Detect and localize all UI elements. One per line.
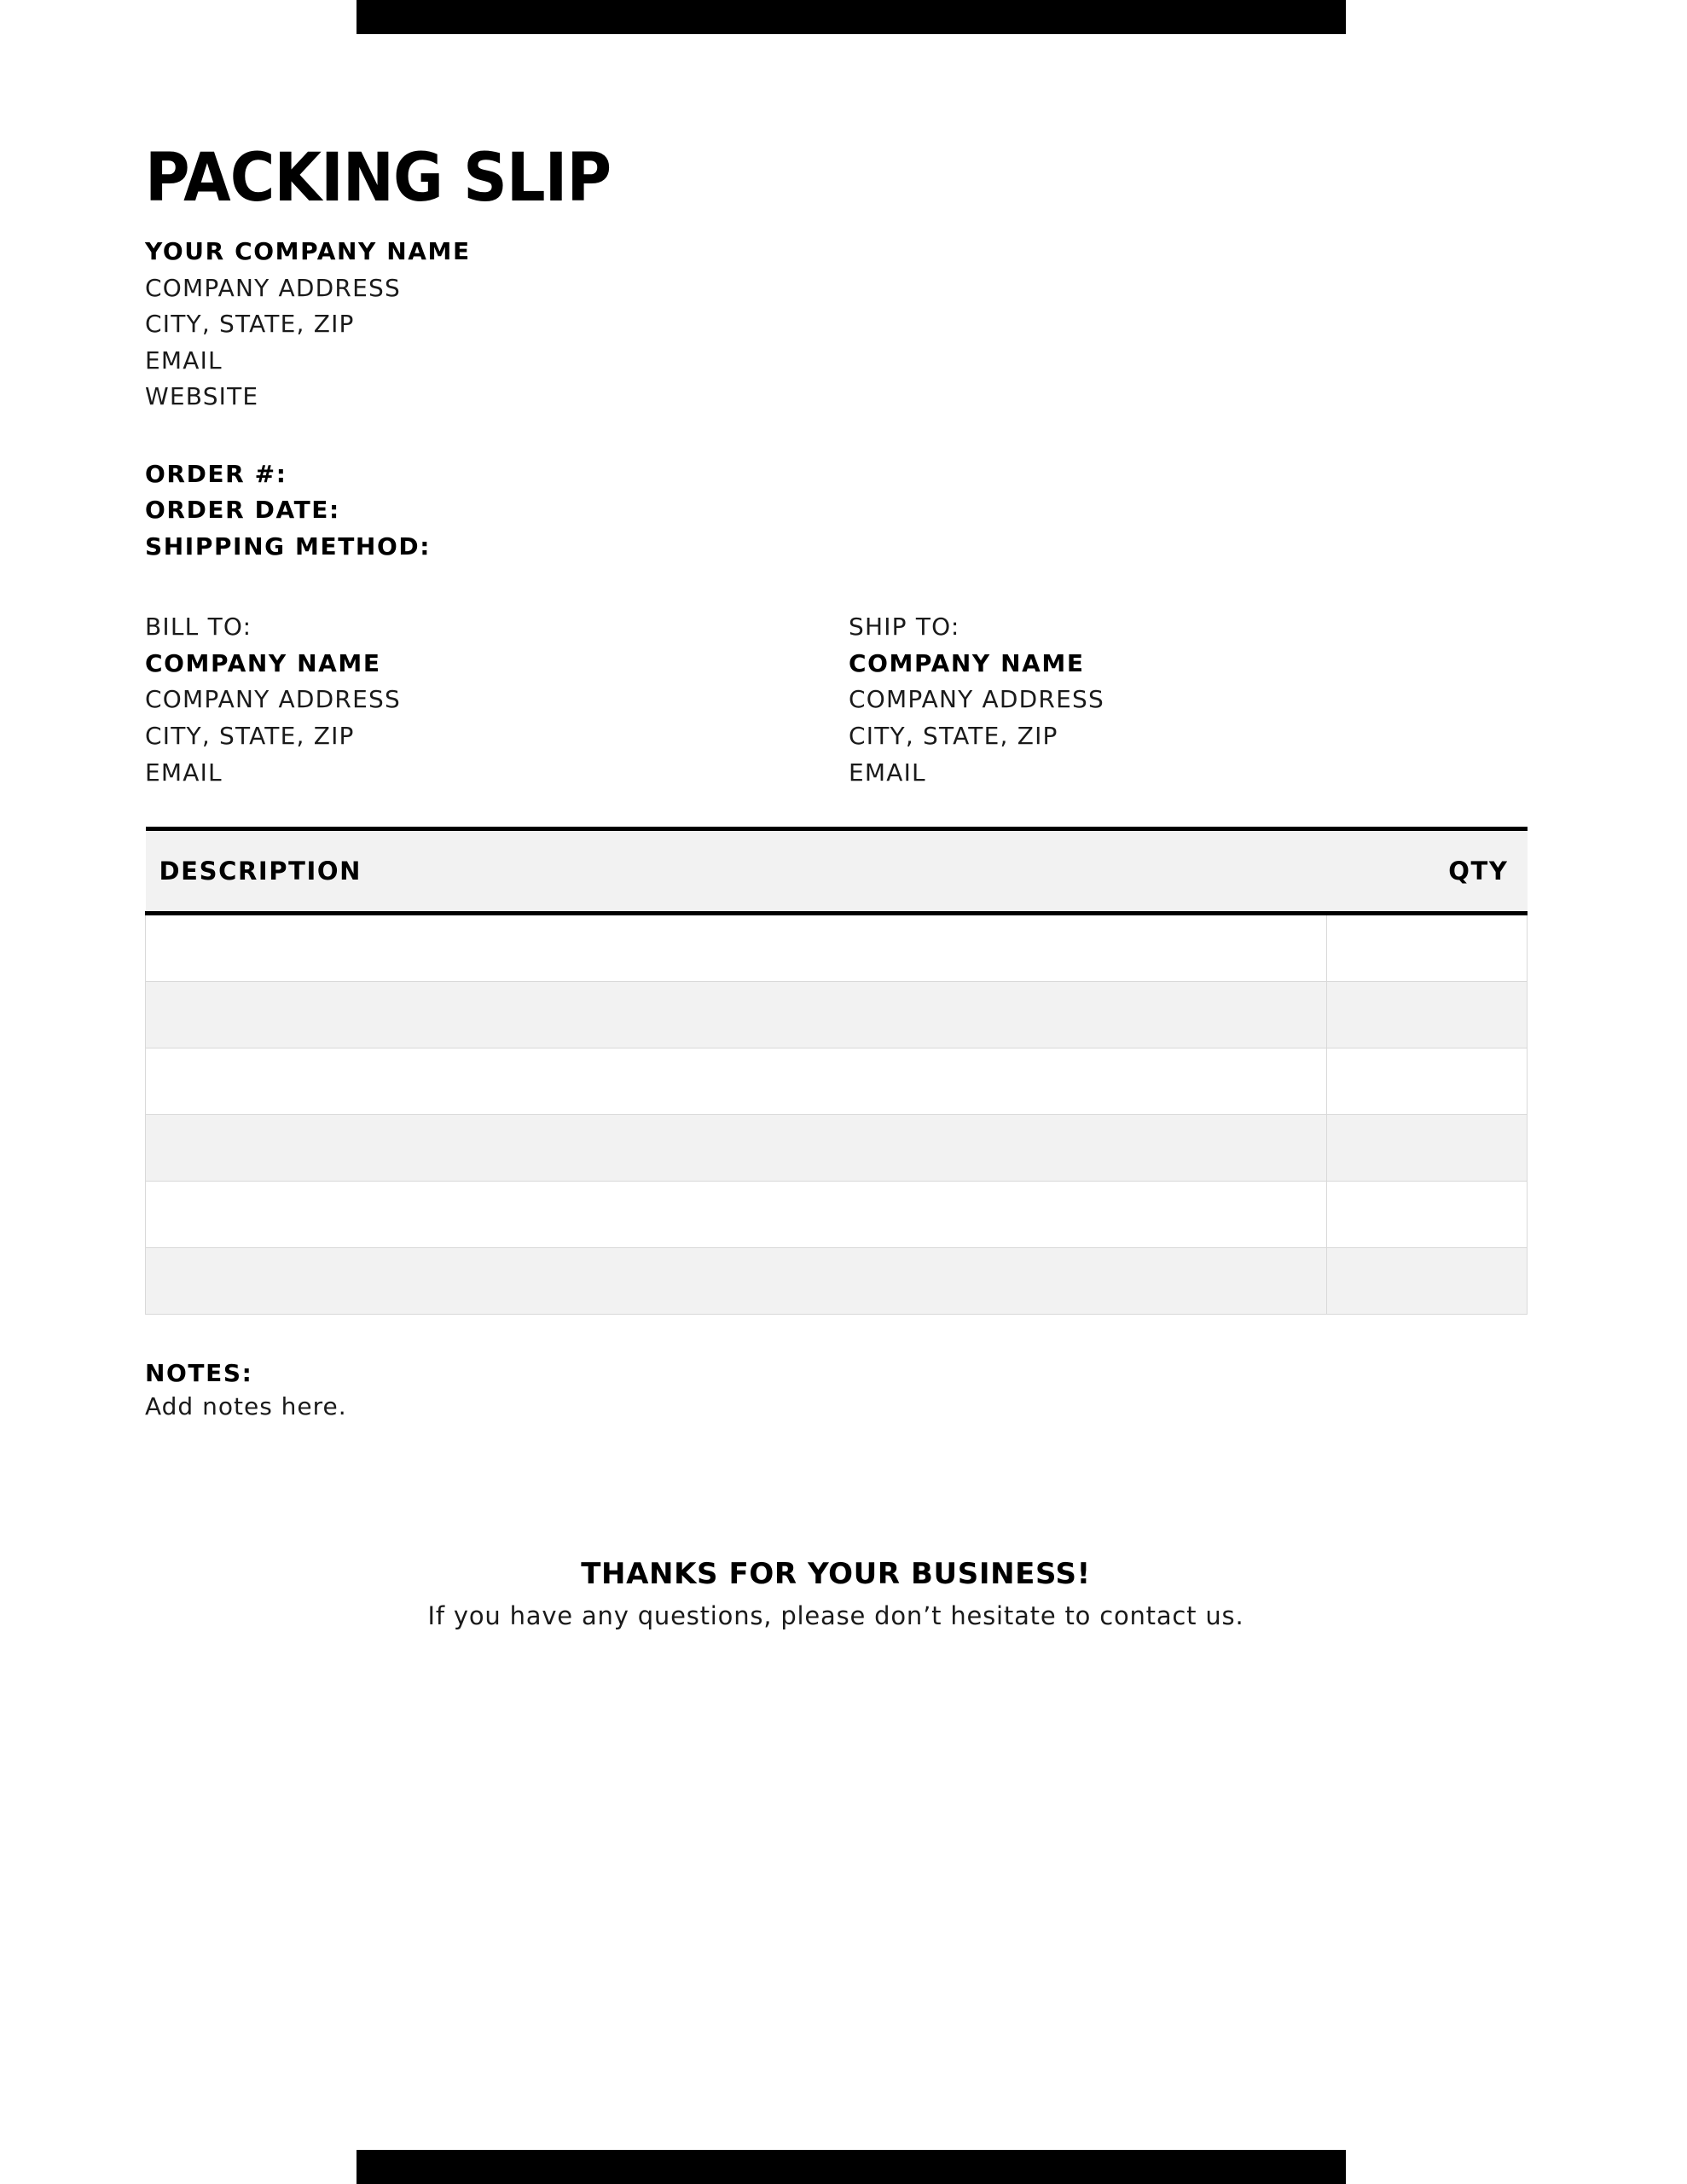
footer-subtext: If you have any questions, please don’t hesitate to contact us. [427, 1601, 1244, 1631]
table-row[interactable] [146, 914, 1528, 982]
ship-to-heading: SHIP TO: [849, 613, 960, 642]
column-header-qty: QTY [1327, 829, 1528, 914]
page-title: PACKING SLIP [145, 140, 612, 217]
bill-to-heading: BILL TO: [145, 613, 252, 642]
bill-to-block [145, 609, 840, 791]
bill-to-address: COMPANY ADDRESS [145, 685, 401, 714]
company-city-state-zip: CITY, STATE, ZIP [145, 310, 355, 339]
ship-to-block [840, 609, 1544, 791]
bottom-accent-bar [357, 2150, 1346, 2184]
cell-description[interactable] [146, 1182, 1327, 1248]
cell-description[interactable] [146, 914, 1327, 982]
company-name: YOUR COMPANY NAME [145, 237, 471, 265]
notes-block [145, 1359, 1544, 1420]
company-email: EMAIL [145, 346, 223, 375]
bill-to-email: EMAIL [145, 758, 223, 787]
table-row[interactable] [146, 982, 1528, 1048]
order-info-block [145, 456, 1544, 566]
cell-qty[interactable] [1327, 982, 1528, 1048]
shipping-method-label: SHIPPING METHOD: [145, 531, 432, 561]
table-row[interactable] [146, 1115, 1528, 1182]
footer-thanks: THANKS FOR YOUR BUSINESS! [581, 1557, 1091, 1592]
order-number-label: ORDER #: [145, 459, 287, 488]
cell-qty[interactable] [1327, 1115, 1528, 1182]
table-row[interactable] [146, 1248, 1528, 1315]
cell-description[interactable] [146, 1048, 1327, 1115]
table-row[interactable] [146, 1048, 1528, 1115]
cell-qty[interactable] [1327, 914, 1528, 982]
cell-qty[interactable] [1327, 1048, 1528, 1115]
spacer-after-order [145, 565, 1544, 609]
cell-description[interactable] [146, 982, 1327, 1048]
ship-to-company-name: COMPANY NAME [849, 648, 1085, 677]
spacer-after-company [145, 415, 1544, 456]
order-date-label: ORDER DATE: [145, 496, 340, 525]
bill-to-city-state-zip: CITY, STATE, ZIP [145, 722, 355, 751]
cell-description[interactable] [146, 1248, 1327, 1315]
cell-qty[interactable] [1327, 1182, 1528, 1248]
cell-description[interactable] [146, 1115, 1327, 1182]
company-info-block [145, 234, 1544, 415]
line-items-table [145, 827, 1528, 1315]
company-website: WEBSITE [145, 382, 259, 411]
addresses-row [145, 609, 1544, 791]
ship-to-address: COMPANY ADDRESS [849, 685, 1104, 714]
ship-to-email: EMAIL [849, 758, 926, 787]
column-header-description: DESCRIPTION [146, 829, 1327, 914]
notes-label: NOTES: [145, 1359, 253, 1388]
footer-block [145, 1557, 1527, 1630]
ship-to-city-state-zip: CITY, STATE, ZIP [849, 722, 1058, 751]
company-address: COMPANY ADDRESS [145, 273, 401, 302]
document-content [145, 140, 1544, 1631]
bill-to-company-name: COMPANY NAME [145, 648, 381, 677]
cell-qty[interactable] [1327, 1248, 1528, 1315]
top-accent-bar [357, 0, 1346, 34]
table-row[interactable] [146, 1182, 1528, 1248]
notes-text[interactable]: Add notes here. [145, 1392, 347, 1421]
table-header-row [146, 829, 1528, 914]
